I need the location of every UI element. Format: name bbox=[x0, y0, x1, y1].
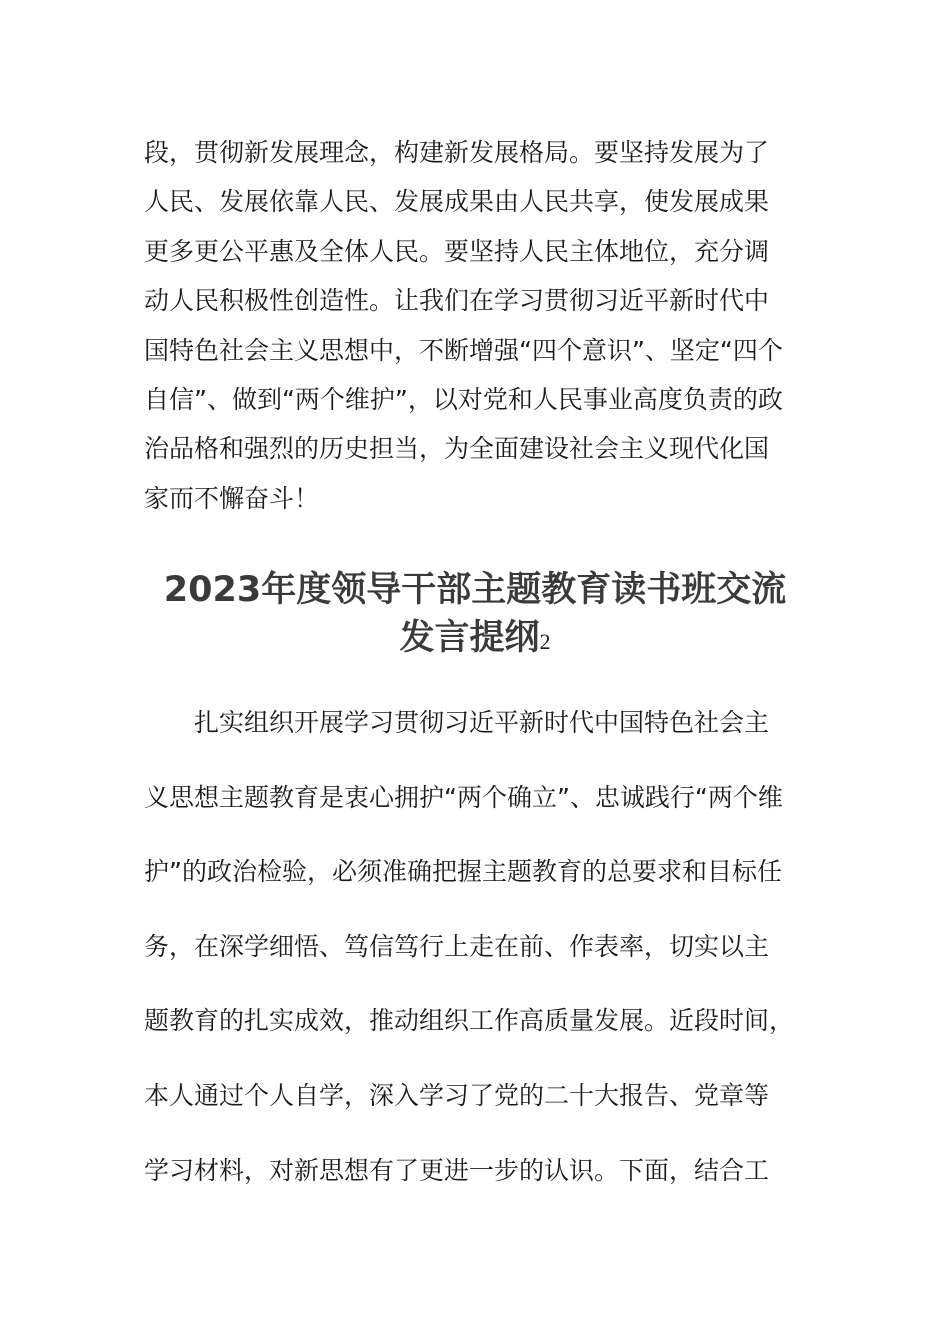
text-line: 题教育的扎实成效，推动组织工作高质量发展。近段时间， bbox=[144, 1006, 795, 1036]
text-line: 段，贯彻新发展理念，构建新发展格局。要坚持发展为了 bbox=[144, 138, 770, 167]
section-heading bbox=[130, 566, 820, 666]
heading-line-2 bbox=[130, 614, 820, 666]
text-line: 动人民积极性创造性。让我们在学习贯彻习近平新时代中 bbox=[144, 286, 770, 316]
text-line: 务，在深学细悟、笃信笃行上走在前、作表率，切实以主 bbox=[144, 931, 770, 961]
text-line: 自信”、做到“两个维护”，以对党和人民事业高度负责的政 bbox=[144, 385, 783, 415]
text-line: 家而不懈奋斗！ bbox=[144, 483, 320, 513]
text-line: 人民、发展依靠人民、发展成果由人民共享，使发展成果 bbox=[144, 187, 770, 217]
heading-line-2-text: 发言提纲 bbox=[399, 618, 540, 658]
new-paragraph bbox=[144, 686, 814, 1208]
heading-line-1: 2023年度领导干部主题教育读书班交流 bbox=[163, 570, 787, 610]
text-line: 国特色社会主义思想中，不断增强“四个意识”、坚定“四个 bbox=[144, 335, 783, 365]
text-line: 治品格和强烈的历史担当，为全面建设社会主义现代化国 bbox=[144, 434, 770, 464]
text-line: 扎实组织开展学习贯彻习近平新时代中国特色社会主 bbox=[194, 708, 770, 737]
text-line: 更多更公平惠及全体人民。要坚持人民主体地位，充分调 bbox=[144, 236, 770, 266]
heading-number: 2 bbox=[539, 629, 551, 654]
text-line: 义思想主题教育是衷心拥护“两个确立”、忠诚践行“两个维 bbox=[144, 782, 783, 812]
text-line: 学习材料，对新思想有了更进一步的认识。下面，结合工 bbox=[144, 1155, 770, 1185]
continued-paragraph bbox=[144, 128, 794, 523]
text-line: 本人通过个人自学，深入学习了党的二十大报告、党章等 bbox=[144, 1080, 770, 1110]
text-line: 护”的政治检验，必须准确把握主题教育的总要求和目标任 bbox=[144, 857, 782, 887]
